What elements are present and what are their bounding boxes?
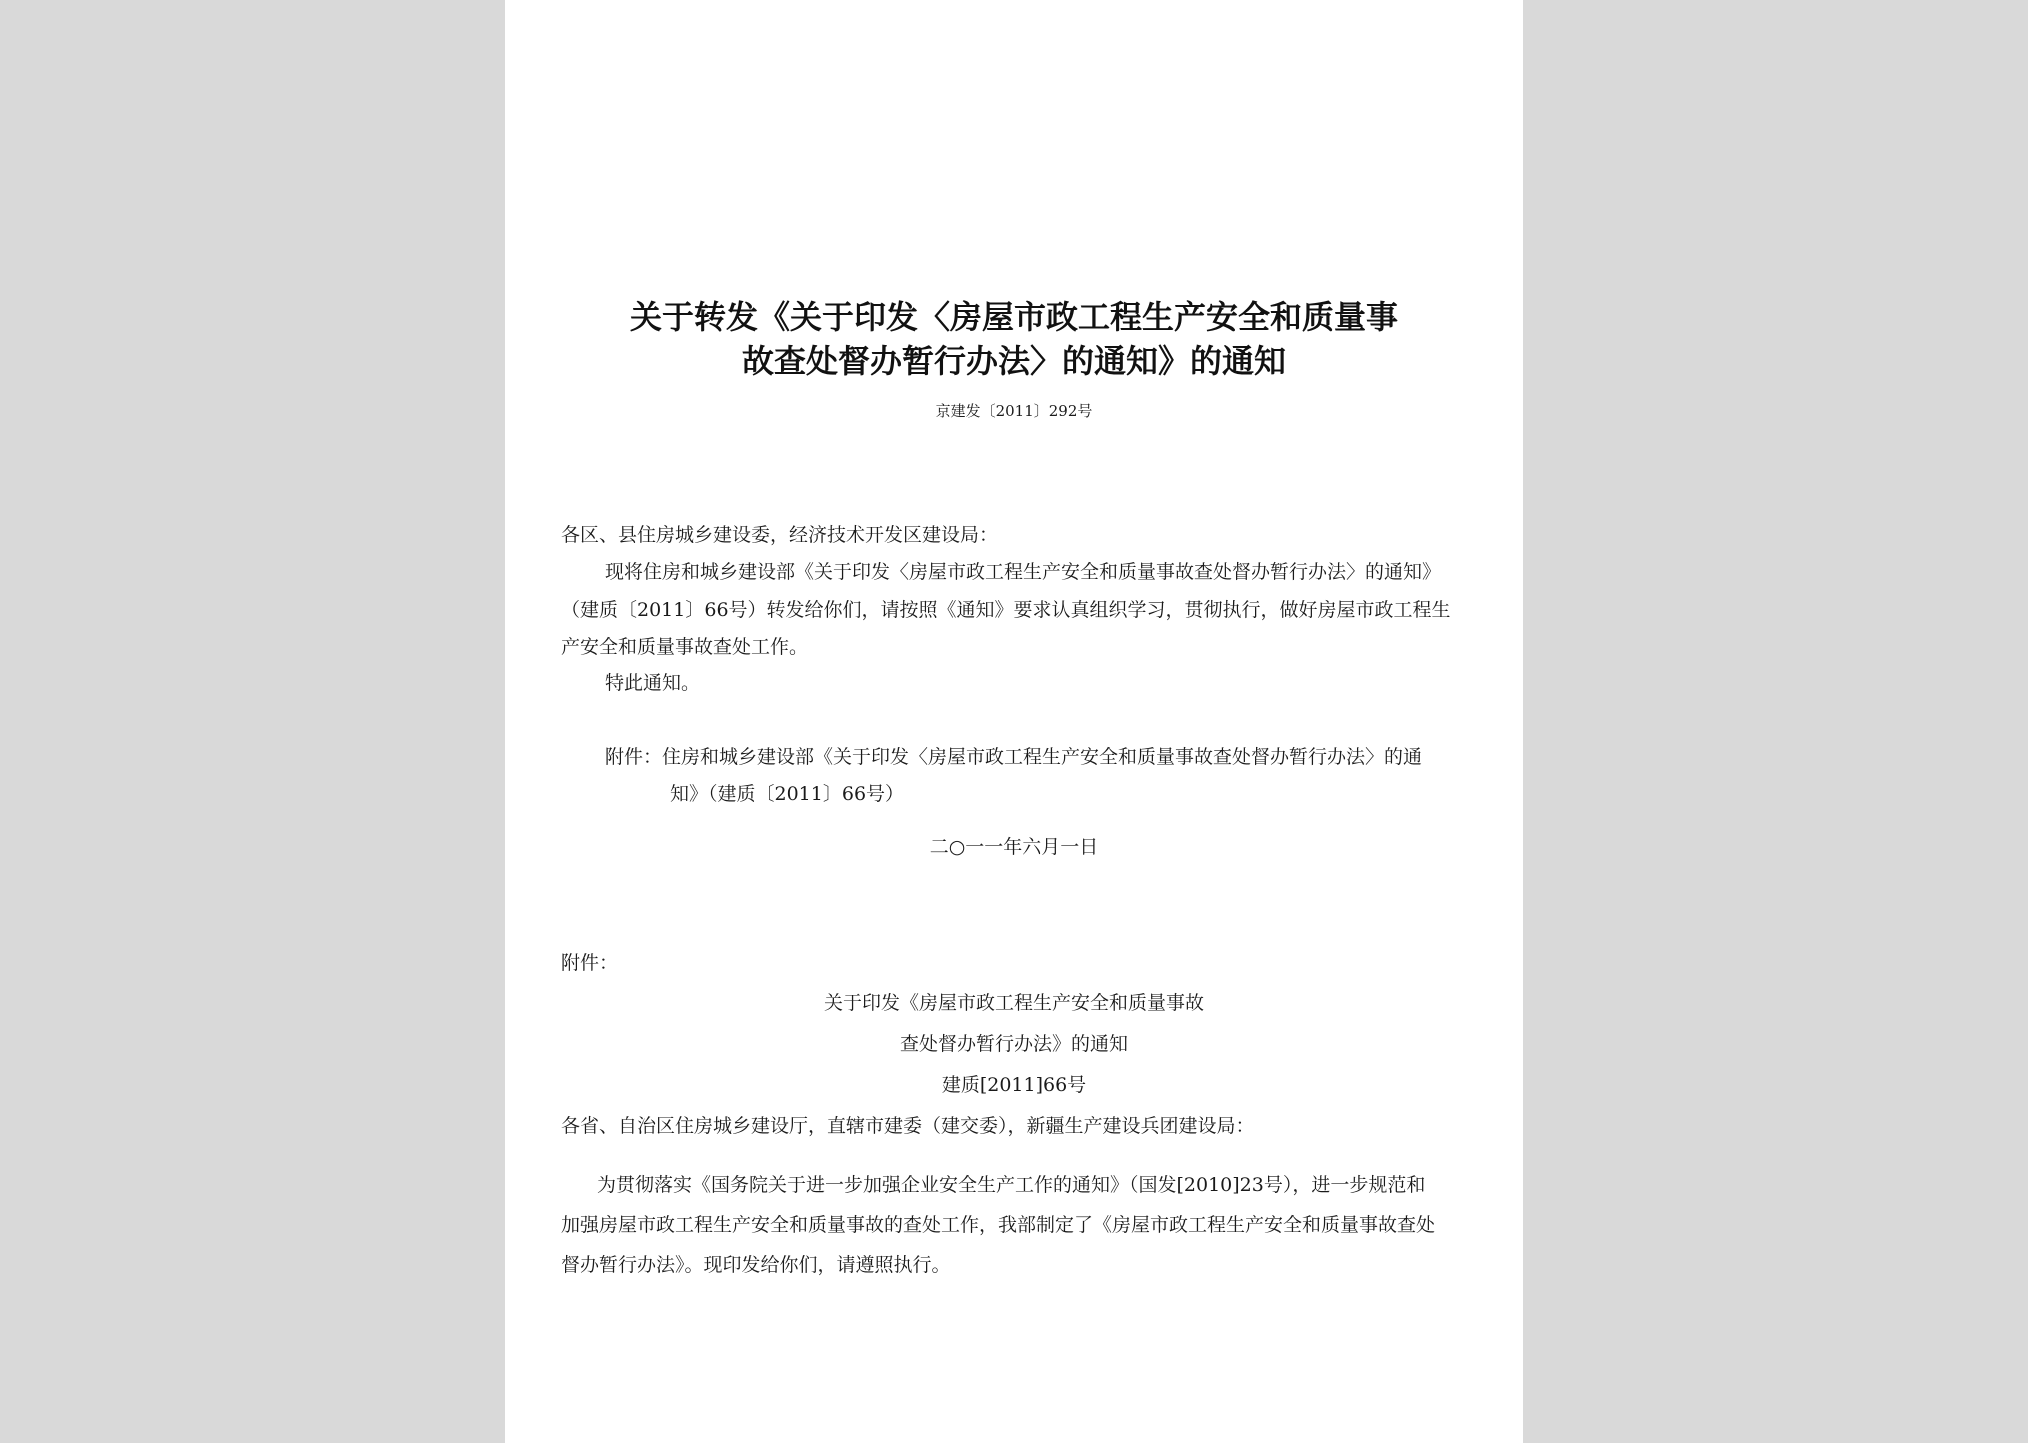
paragraph-1-line-3: 产安全和质量事故查处工作。 [561, 636, 809, 658]
paragraph-1-line-2: （建质〔2011〕66号）转发给你们，请按照《通知》要求认真组织学习，贯彻执行，做好房屋市政工程生 [561, 599, 1451, 621]
appendix-doc-number: 建质[2011]66号 [941, 1074, 1087, 1096]
appendix-paragraph-line-3: 督办暂行办法》。现印发给你们，请遵照执行。 [561, 1254, 951, 1276]
paragraph-1-line-1: 现将住房和城乡建设部《关于印发〈房屋市政工程生产安全和质量事故查处督办暂行办法〉的通知》 [605, 561, 1442, 583]
document-page [505, 0, 1523, 1443]
appendix-paragraph-line-2: 加强房屋市政工程生产安全和质量事故的查处工作，我部制定了《房屋市政工程生产安全和质量事故查处 [561, 1214, 1436, 1236]
closing-line: 特此通知。 [605, 672, 701, 694]
doc-number: 京建发〔2011〕292号 [935, 402, 1093, 420]
appendix-paragraph-line-1: 为贯彻落实《国务院关于进一步加强企业安全生产工作的通知》（国发[2010]23号），进一步规范和 [597, 1174, 1426, 1196]
salutation: 各区、县住房城乡建设委，经济技术开发区建设局： [561, 524, 999, 546]
appendix-title-line-2: 查处督办暂行办法》的通知 [899, 1033, 1128, 1055]
doc-title-line-1: 关于转发《关于印发〈房屋市政工程生产安全和质量事 [629, 298, 1398, 336]
attachment-line-2: 知》（建质〔2011〕66号） [670, 783, 905, 805]
issue-date: 二○一一年六月一日 [929, 836, 1099, 858]
appendix-salutation: 各省、自治区住房城乡建设厅，直辖市建委（建交委），新疆生产建设兵团建设局： [561, 1115, 1255, 1137]
appendix-label: 附件： [561, 952, 619, 974]
attachment-line-1: 附件：住房和城乡建设部《关于印发〈房屋市政工程生产安全和质量事故查处督办暂行办法〉的通 [605, 746, 1423, 768]
appendix-title-line-1: 关于印发《房屋市政工程生产安全和质量事故 [823, 992, 1204, 1014]
doc-title-line-2: 故查处督办暂行办法〉的通知》的通知 [741, 342, 1286, 380]
